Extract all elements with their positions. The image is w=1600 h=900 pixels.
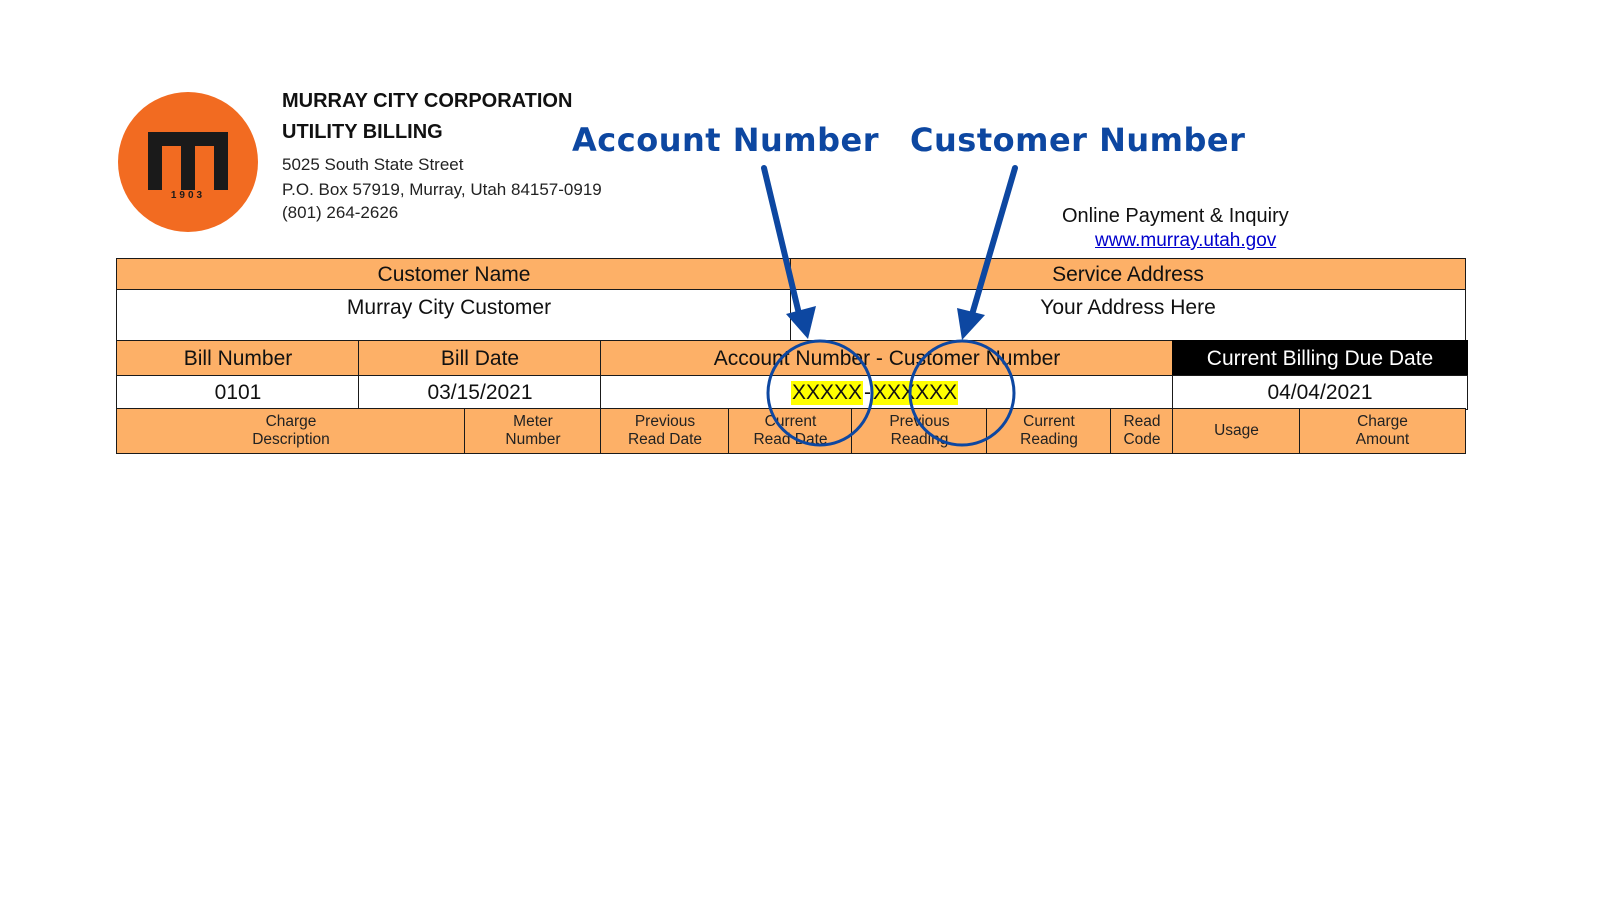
current-read-date-header: Current Read Date xyxy=(728,408,853,454)
online-payment-title: Online Payment & Inquiry xyxy=(1062,205,1289,227)
logo-m-icon xyxy=(118,92,258,232)
current-reading-header: Current Reading xyxy=(986,408,1112,454)
street-address: 5025 South State Street xyxy=(282,155,464,174)
org-name: MURRAY CITY CORPORATION xyxy=(282,90,573,112)
account-number-annotation: Account Number xyxy=(572,121,879,159)
charge-amount-header: Charge Amount xyxy=(1299,408,1466,454)
bill-date-value: 03/15/2021 xyxy=(358,375,602,410)
bill-number-header: Bill Number xyxy=(116,340,360,377)
department-name: UTILITY BILLING xyxy=(282,121,443,143)
account-number-value: XXXXX xyxy=(792,380,863,404)
phone-number: (801) 264-2626 xyxy=(282,203,399,222)
customer-number-annotation: Customer Number xyxy=(910,121,1246,159)
charge-description-header: Charge Description xyxy=(116,408,466,454)
account-customer-number-header: Account Number - Customer Number xyxy=(600,340,1174,377)
service-address-header: Service Address xyxy=(790,258,1466,291)
due-date-header: Current Billing Due Date xyxy=(1172,340,1468,377)
po-box: P.O. Box 57919, Murray, Utah 84157-0919 xyxy=(282,180,602,199)
murray-city-logo xyxy=(118,92,258,232)
bill-number-value: 0101 xyxy=(116,375,360,410)
previous-read-date-header: Previous Read Date xyxy=(600,408,730,454)
online-payment-link[interactable]: www.murray.utah.gov xyxy=(1095,230,1277,251)
previous-reading-header: Previous Reading xyxy=(851,408,988,454)
logo-year: 1903 xyxy=(170,190,206,201)
bill-date-header: Bill Date xyxy=(358,340,602,377)
usage-header: Usage xyxy=(1172,408,1301,454)
number-separator: - xyxy=(864,380,872,404)
due-date-value: 04/04/2021 xyxy=(1172,375,1468,410)
meter-number-header: Meter Number xyxy=(464,408,602,454)
customer-name-header: Customer Name xyxy=(116,258,792,291)
customer-number-value: XXXXXX xyxy=(873,380,958,404)
read-code-header: Read Code xyxy=(1110,408,1174,454)
service-address-value: Your Address Here xyxy=(790,289,1466,342)
account-customer-number-value xyxy=(600,375,1174,410)
customer-name-value: Murray City Customer xyxy=(116,289,792,342)
